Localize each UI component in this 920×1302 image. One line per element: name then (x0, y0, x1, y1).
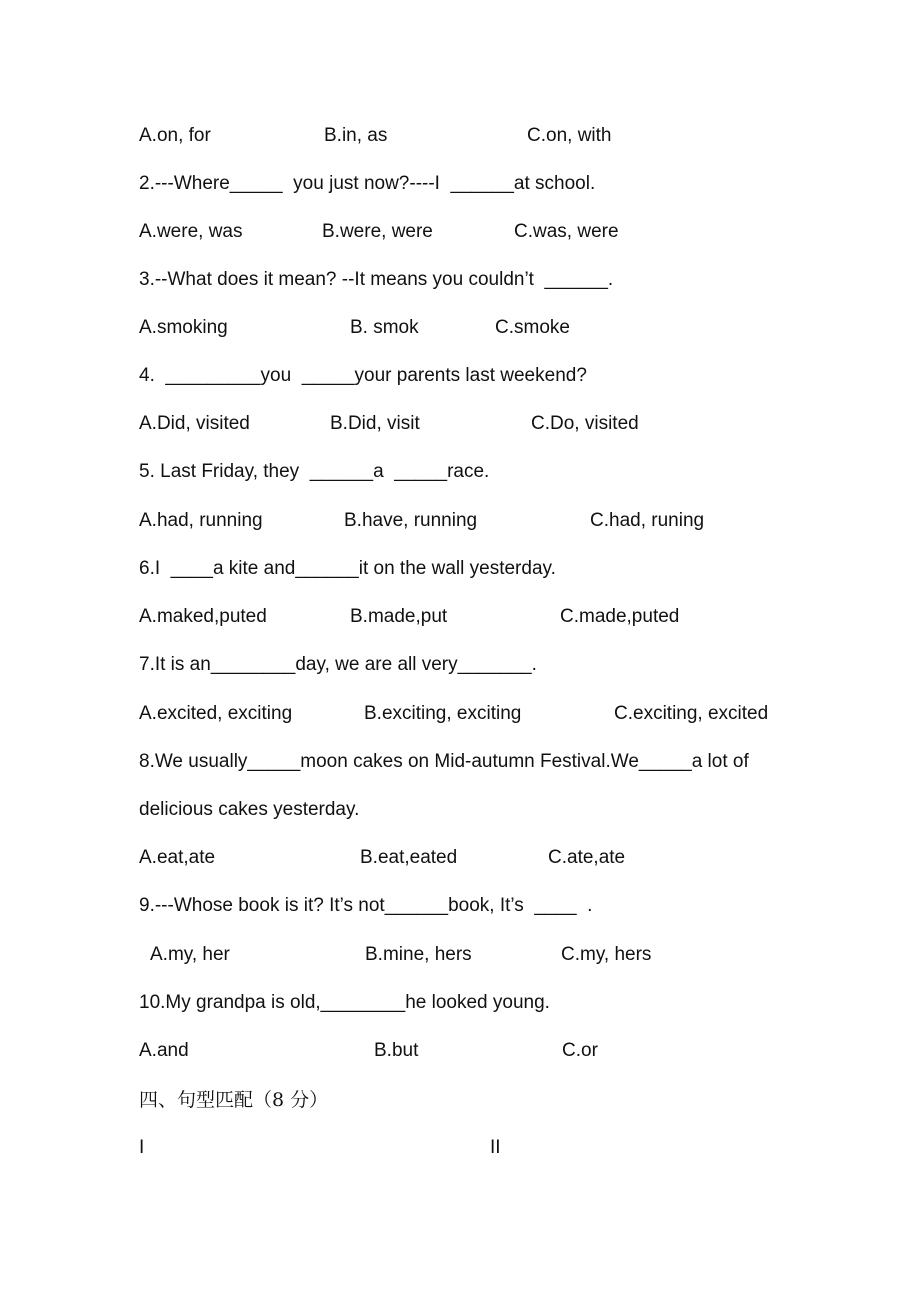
option-c: C.on, with (527, 125, 612, 146)
option-c: C.exciting, excited (614, 703, 769, 724)
column-label-2: II (490, 1137, 501, 1158)
question-3: 3.--What does it mean? --It means you couldn’t ______. (139, 269, 614, 290)
option-b: B.in, as (324, 125, 388, 146)
option-b: B. smok (350, 317, 419, 338)
section-heading: 四、句型匹配（8 分） (139, 1089, 329, 1111)
option-a: A.on, for (139, 125, 211, 146)
question-6: 6.I ____a kite and______it on the wall yesterday. (139, 558, 556, 579)
option-c: C.or (562, 1040, 598, 1061)
option-c: C.my, hers (561, 944, 652, 965)
option-a: A.maked,puted (139, 606, 267, 627)
option-a: A.smoking (139, 317, 228, 338)
question-10: 10.My grandpa is old,________he looked young. (139, 992, 550, 1013)
option-c: C.Do, visited (531, 413, 639, 434)
question-2: 2.---Where_____ you just now?----I ______at school. (139, 173, 596, 194)
option-c: C.smoke (495, 317, 570, 338)
option-b: B.have, running (344, 510, 478, 531)
option-b: B.but (374, 1040, 419, 1061)
question-4: 4. _________you _____your parents last weekend? (139, 365, 587, 386)
option-b: B.were, were (322, 221, 433, 242)
option-a: A.excited, exciting (139, 703, 293, 724)
option-c: C.was, were (514, 221, 619, 242)
option-b: B.mine, hers (365, 944, 472, 965)
option-a: A.eat,ate (139, 847, 216, 868)
option-b: B.eat,eated (360, 847, 458, 868)
option-a: A.Did, visited (139, 413, 250, 434)
option-a: A.were, was (139, 221, 243, 242)
option-c: C.had, runing (590, 510, 705, 531)
question-8-continued: delicious cakes yesterday. (139, 799, 360, 820)
column-label-1: I (139, 1137, 145, 1158)
option-b: B.exciting, exciting (364, 703, 522, 724)
option-b: B.Did, visit (330, 413, 420, 434)
question-9: 9.---Whose book is it? It’s not______book, It’s ____ . (139, 895, 593, 916)
option-c: C.ate,ate (548, 847, 626, 868)
question-8: 8.We usually_____moon cakes on Mid-autumn Festival.We_____a lot of (139, 751, 749, 772)
option-a: A.and (139, 1040, 189, 1061)
option-a: A.had, running (139, 510, 263, 531)
question-7: 7.It is an________day, we are all very_______. (139, 654, 537, 675)
option-c: C.made,puted (560, 606, 680, 627)
option-b: B.made,put (350, 606, 448, 627)
question-5: 5. Last Friday, they ______a _____race. (139, 461, 490, 482)
option-a: A.my, her (150, 944, 230, 965)
